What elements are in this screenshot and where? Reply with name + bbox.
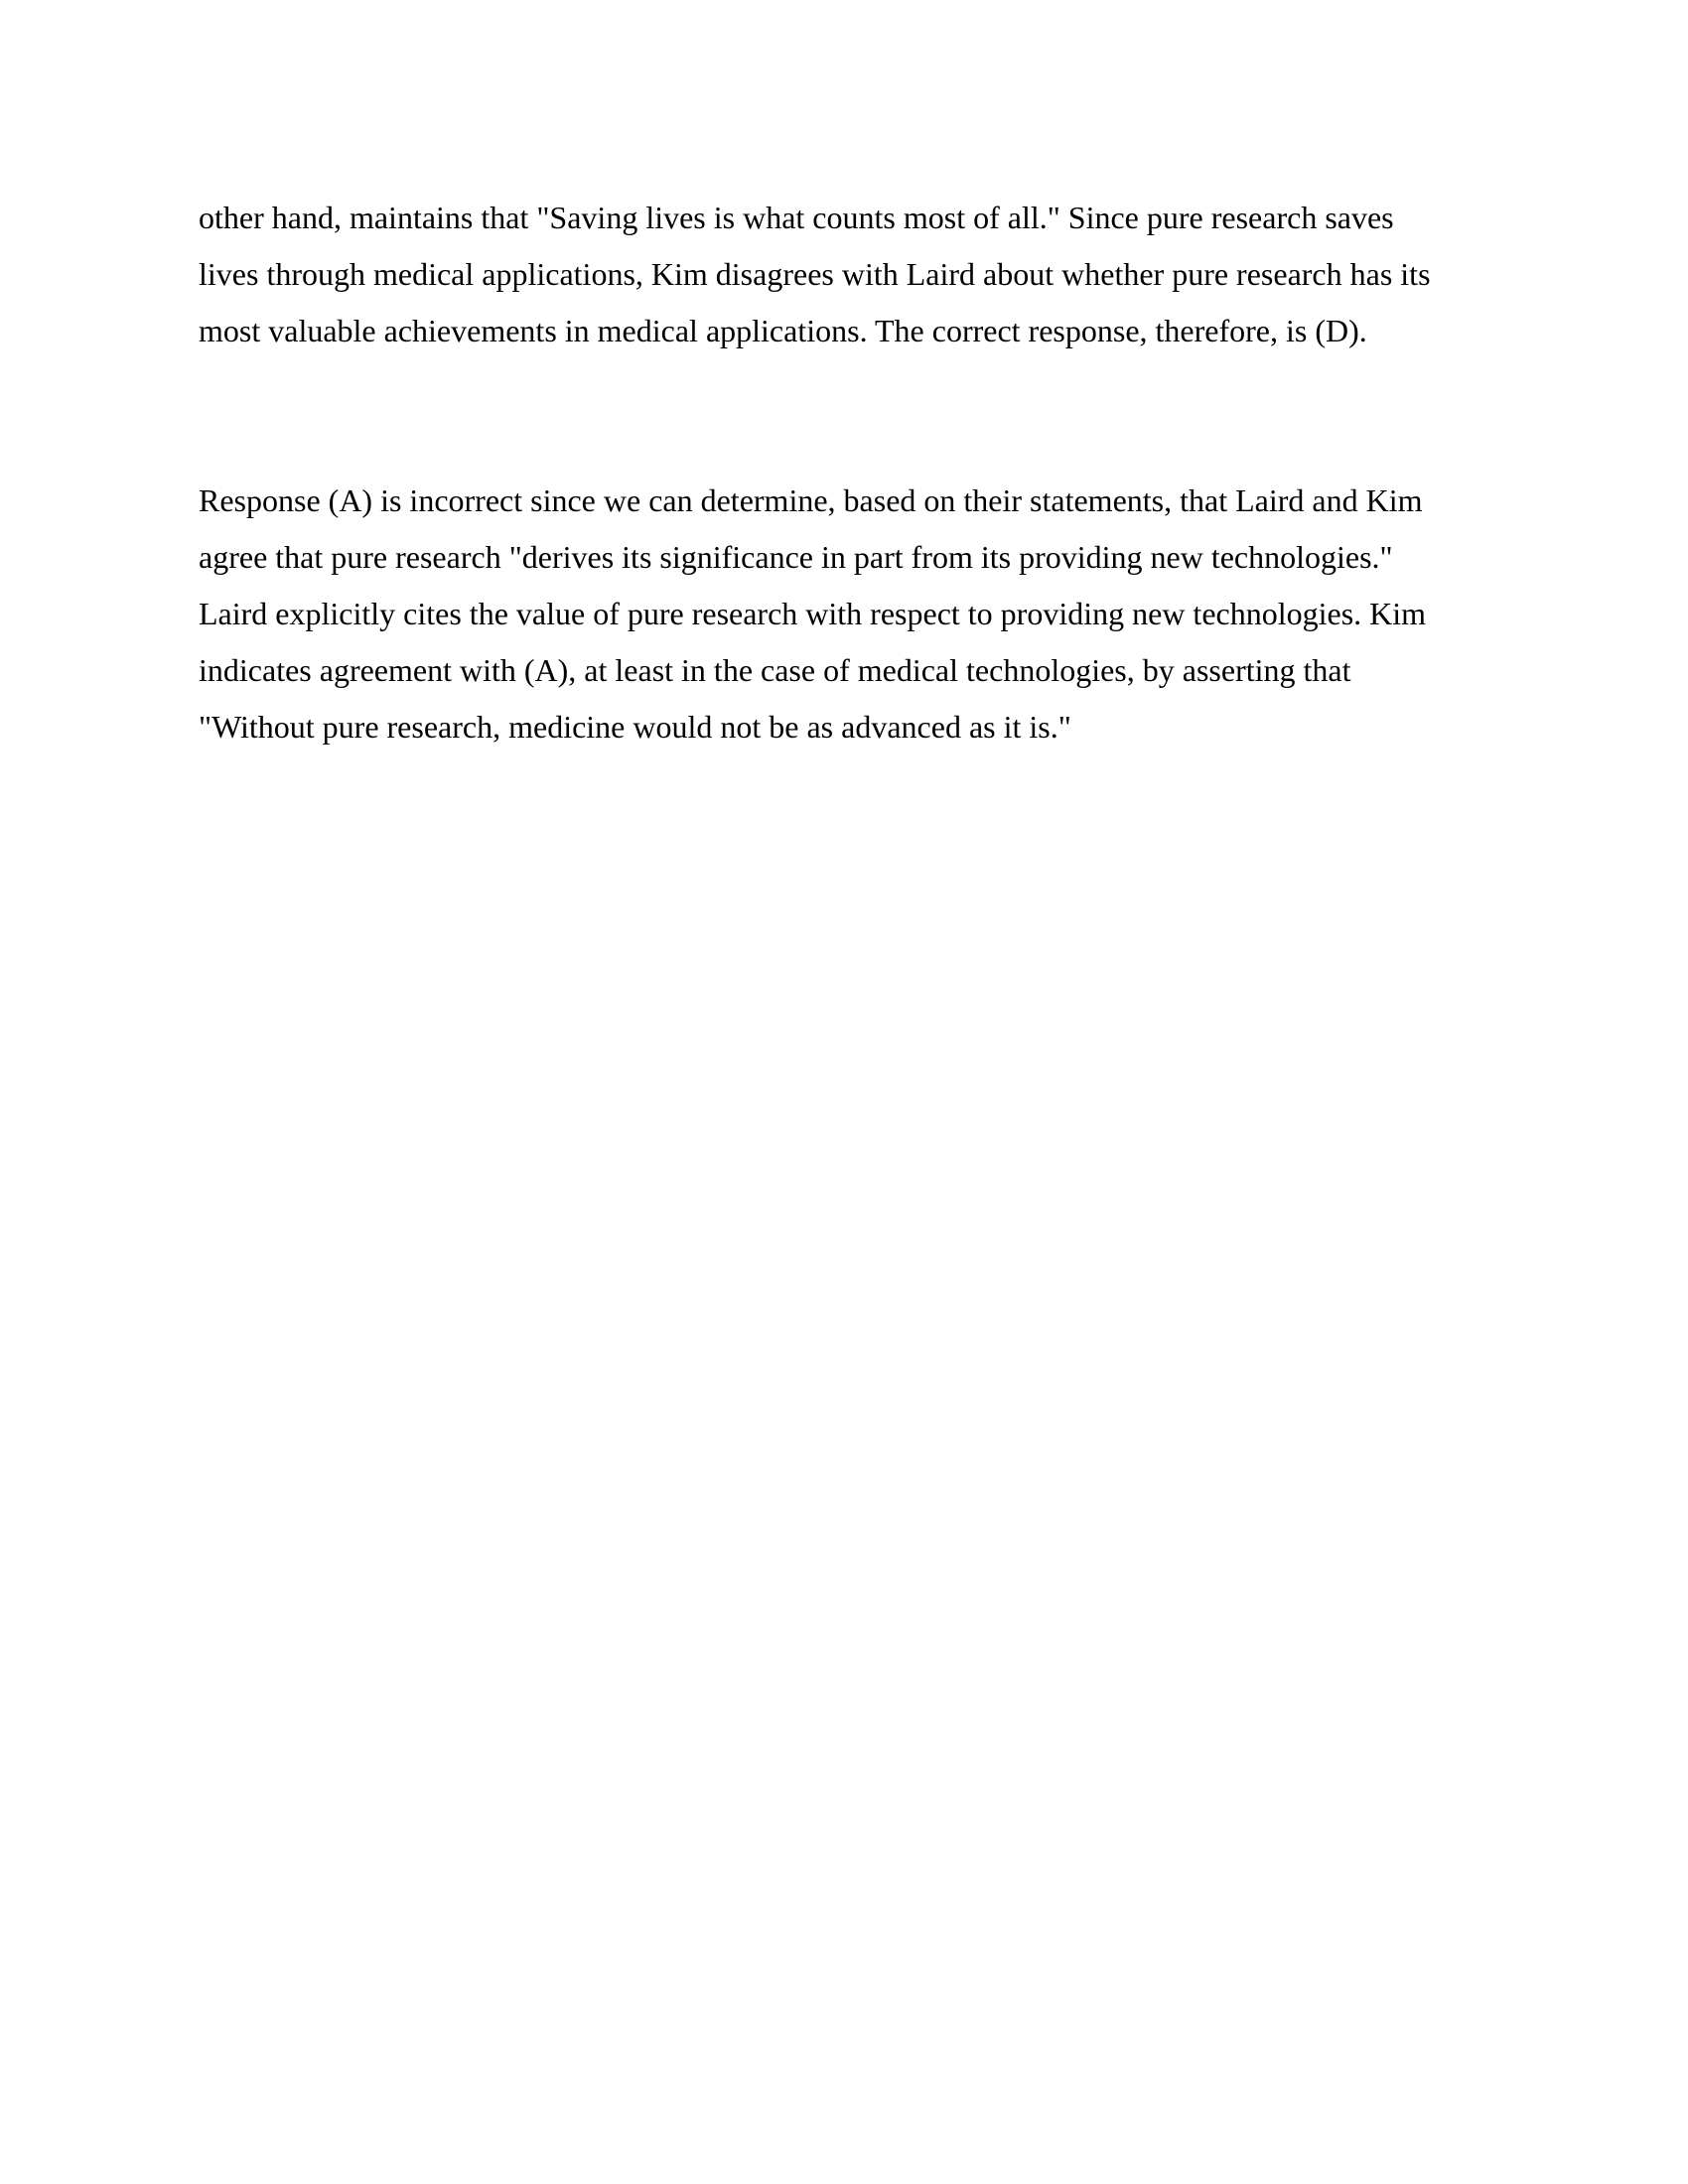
text-line: indicates agreement with (A), at least in the case of medical technologies, by asserting that [199,652,1351,688]
text-line: "Without pure research, medicine would not be as advanced as it is." [199,709,1071,745]
text-line: most valuable achievements in medical applications. The correct response, therefore, is (D). [199,313,1367,348]
text-line: lives through medical applications, Kim disagrees with Laird about whether pure research has its [199,256,1431,292]
text-line: Laird explicitly cites the value of pure research with respect to providing new technologies. Kim [199,596,1427,631]
text-line: other hand, maintains that "Saving lives is what counts most of all." Since pure research saves [199,200,1394,235]
text-line: agree that pure research "derives its significance in part from its providing new technologies." [199,539,1393,575]
text-line: Response (A) is incorrect since we can determine, based on their statements, that Laird and Kim [199,482,1423,518]
